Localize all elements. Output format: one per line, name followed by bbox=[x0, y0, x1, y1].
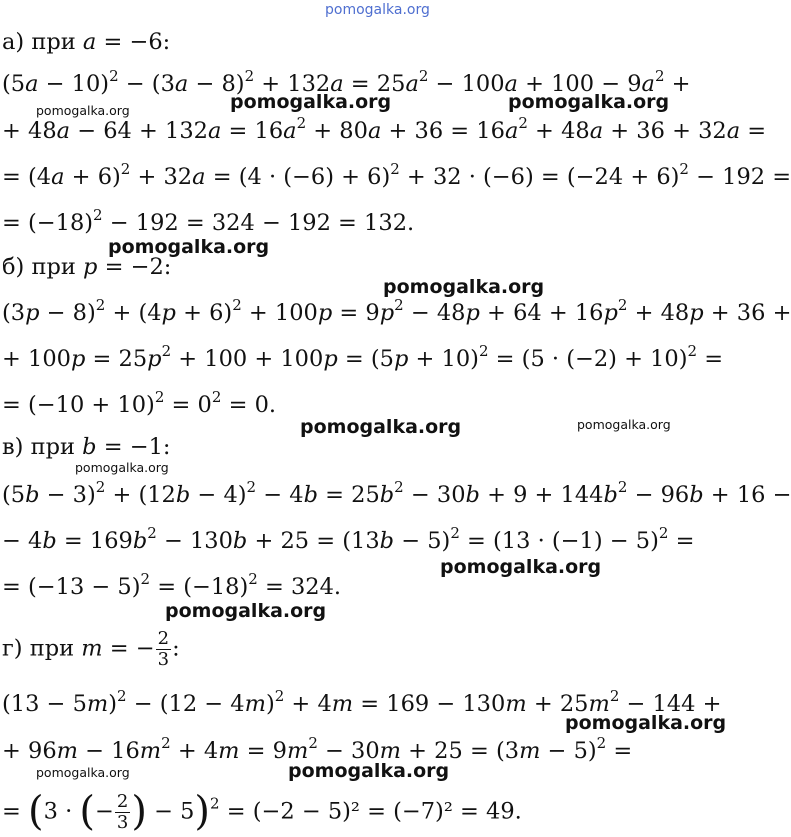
part-d-line-3-start: = bbox=[2, 798, 29, 825]
watermark: pomogalka.org bbox=[36, 765, 130, 780]
part-d-line-3-square: 2 bbox=[210, 794, 220, 813]
big-right-paren-inner: ) bbox=[131, 788, 147, 835]
part-d-line-3-end: = (−2 − 5)² = (−7)² = 49. bbox=[219, 798, 522, 825]
watermark: pomogalka.org bbox=[108, 236, 270, 258]
part-d-variable: m bbox=[81, 635, 103, 662]
watermark: pomogalka.org bbox=[230, 91, 392, 113]
part-c-label: в) при bbox=[2, 434, 83, 460]
watermark: pomogalka.org bbox=[577, 417, 671, 432]
part-a-line-4: = $(-18)^2 - 192 = 324 - 192 = 132$. bbox=[2, 206, 415, 236]
big-right-paren: ) bbox=[194, 788, 211, 835]
watermark: pomogalka.org bbox=[300, 416, 462, 438]
part-c-line-2: − $4b = 169b^2 - 130b + 25 = (13b - 5)^2 = (13 \cdot (-1) - 5)^2$ = bbox=[2, 524, 695, 554]
part-a-label: а) при bbox=[2, 29, 83, 55]
fraction-denominator: 3 bbox=[157, 649, 170, 670]
part-a-variable: a bbox=[82, 29, 97, 55]
part-b-heading bbox=[2, 253, 171, 281]
part-d-equals: = − bbox=[102, 635, 155, 662]
watermark: pomogalka.org bbox=[508, 91, 670, 113]
part-d-line-3-inner-end: − 5 bbox=[146, 798, 195, 825]
watermark: pomogalka.org bbox=[75, 460, 169, 475]
fraction-denominator: 3 bbox=[116, 812, 129, 833]
part-a-line-2: + $48a - 64 + 132a = 16a^2 + 80a + 36 = 16a^2 + 48a + 36 + 32a$ = bbox=[2, 114, 767, 144]
part-a-line-1: $(5a - 10)^2 - (3a - 8)^2 + 132a = 25a^2 - 100a + 100 - 9a^2$ + bbox=[2, 67, 691, 97]
watermark: pomogalka.org bbox=[165, 600, 327, 622]
part-c-value: = −1: bbox=[96, 434, 171, 460]
part-d-line-3-fraction bbox=[115, 792, 130, 833]
part-b-label: б) при bbox=[2, 254, 84, 280]
watermark: pomogalka.org bbox=[565, 712, 727, 734]
fraction-numerator: 2 bbox=[157, 628, 170, 649]
watermark: pomogalka.org bbox=[440, 556, 602, 578]
part-d-line-3 bbox=[2, 788, 522, 835]
part-d-label: г) при bbox=[2, 635, 82, 662]
part-a-line-3: = $(4a + 6)^2 + 32a = (4 \cdot (-6) + 6)^2 + 32 \cdot (-6) = (-24 + 6)^2 - 192$ = bbox=[2, 160, 791, 190]
part-a-value: = −6: bbox=[96, 29, 171, 55]
part-d-line-3-minus: − bbox=[95, 798, 114, 825]
part-d-line-1: $(13 - 5m)^2 - (12 - 4m)^2 + 4m = 169 - 130m + 25m^2 - 144$ + bbox=[2, 687, 722, 717]
part-b-line-2: + $100p = 25p^2 + 100 + 100p = (5p + 10)^2 = (5 \cdot (-2) + 10)^2$ = bbox=[2, 342, 724, 372]
part-c-heading bbox=[2, 433, 170, 461]
part-d-fraction bbox=[156, 629, 171, 670]
part-b-variable: p bbox=[83, 254, 98, 280]
fraction-numerator: 2 bbox=[116, 791, 129, 812]
part-d-line-3-inner-start: 3 · bbox=[43, 798, 80, 825]
part-c-variable: b bbox=[82, 434, 97, 460]
part-c-line-1: $(5b - 3)^2 + (12b - 4)^2 - 4b = 25b^2 - 30b + 9 + 144b^2 - 96b + 16$ − bbox=[2, 478, 791, 508]
part-d-heading bbox=[2, 629, 180, 670]
watermark: pomogalka.org bbox=[383, 276, 545, 298]
part-c-line-3: = $(-13 - 5)^2 = (-18)^2 = 324$. bbox=[2, 570, 342, 600]
part-d-colon: : bbox=[172, 635, 180, 662]
big-left-paren: ( bbox=[28, 788, 44, 835]
big-left-paren-inner: ( bbox=[79, 788, 96, 835]
part-b-line-3: = $(-10 + 10)^2 = 0^2 = 0$. bbox=[2, 388, 277, 418]
watermark: pomogalka.org bbox=[288, 760, 450, 782]
watermark-top: pomogalka.org bbox=[325, 2, 430, 18]
watermark: pomogalka.org bbox=[36, 103, 130, 118]
part-a-heading bbox=[2, 28, 170, 56]
part-b-value: = −2: bbox=[97, 254, 172, 280]
part-d-line-2: + $96m - 16m^2 + 4m = 9m^2 - 30m + 25 = (3m - 5)^2$ = bbox=[2, 734, 633, 764]
part-b-line-1: $(3p - 8)^2 + (4p + 6)^2 + 100p = 9p^2 - 48p + 64 + 16p^2 + 48p + 36$ + bbox=[2, 296, 791, 326]
